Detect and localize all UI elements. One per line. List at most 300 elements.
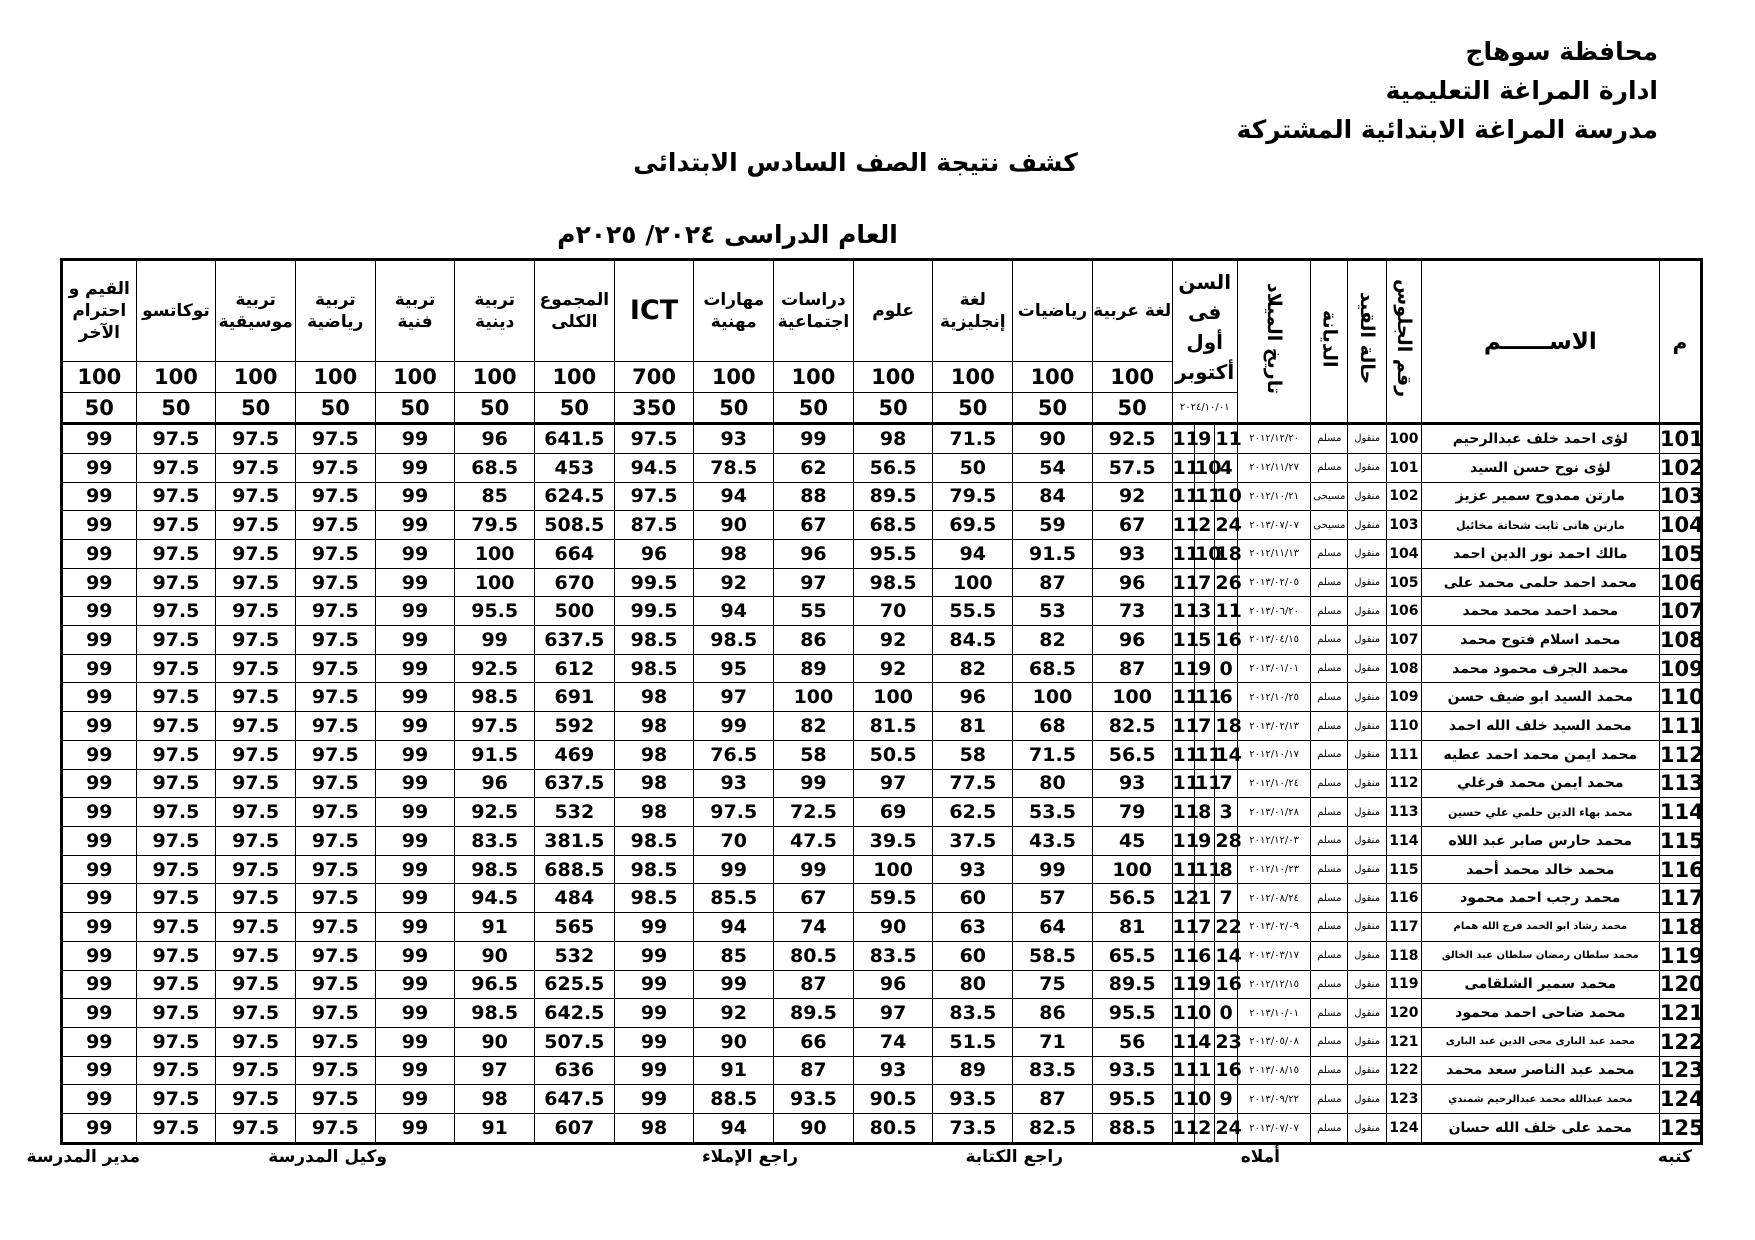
min-mark-cell: 50 <box>216 393 296 424</box>
religion-cell: مسلم <box>1311 798 1348 827</box>
col-age: السن فى أول أكتوبر <box>1172 260 1237 393</box>
grade-cell-age_d: 24 <box>1215 511 1237 540</box>
grade-cell-age_m: 7 <box>1194 712 1214 741</box>
col-ict: ICT <box>614 260 694 362</box>
grade-cell-tokatsu: 97.5 <box>136 482 216 511</box>
min-mark-cell: 50 <box>853 393 933 424</box>
birth-date-cell: ٢٠١٢/١٢/١٥ <box>1237 970 1311 999</box>
grade-cell-relig: 96 <box>455 769 535 798</box>
footer-dictated-by: أملاه <box>1240 1147 1280 1167</box>
grade-cell-skills: 92 <box>694 999 774 1028</box>
grade-cell-tokatsu: 97.5 <box>136 826 216 855</box>
grade-cell-tokatsu: 97.5 <box>136 539 216 568</box>
student-name-cell: محمد اسلام فتوح محمد <box>1421 626 1659 655</box>
status-cell: منقول <box>1348 999 1387 1028</box>
grade-cell-ict: 94.5 <box>614 453 694 482</box>
grade-cell-english: 51.5 <box>933 1027 1013 1056</box>
grade-cell-age_m: 11 <box>1194 855 1214 884</box>
grade-cell-age_m: 9 <box>1194 424 1214 454</box>
grade-cell-age_m: 3 <box>1194 597 1214 626</box>
grade-cell-english: 84.5 <box>933 626 1013 655</box>
grade-cell-science: 98 <box>853 424 933 454</box>
grade-cell-ict: 99 <box>614 941 694 970</box>
grade-cell-english: 58 <box>933 740 1013 769</box>
grade-cell-science: 74 <box>853 1027 933 1056</box>
seat-no-cell: 100 <box>1387 424 1422 454</box>
seq-cell: 107 <box>1659 597 1701 626</box>
grade-cell-total: 624.5 <box>535 482 615 511</box>
student-row <box>62 1114 1702 1144</box>
grade-cell-relig: 91 <box>455 1114 535 1144</box>
grade-cell-sports: 97.5 <box>295 970 375 999</box>
student-name-cell: محمد عبدالله محمد عبدالرحيم شمندي <box>1421 1085 1659 1114</box>
seat-no-cell: 117 <box>1387 913 1422 942</box>
birth-date-cell: ٢٠١٣/٠٧/٠٧ <box>1237 511 1311 540</box>
grade-cell-age_m: 2 <box>1194 511 1214 540</box>
seat-no-cell: 106 <box>1387 597 1422 626</box>
grade-cell-art: 99 <box>375 712 455 741</box>
seq-cell: 102 <box>1659 453 1701 482</box>
student-row <box>62 999 1702 1028</box>
seq-cell: 115 <box>1659 826 1701 855</box>
grade-cell-age_y: 11 <box>1172 913 1194 942</box>
grade-cell-values: 99 <box>62 1085 137 1114</box>
grade-cell-relig: 97.5 <box>455 712 535 741</box>
birth-date-cell: ٢٠١٢/١٢/٢٠ <box>1237 424 1311 454</box>
grade-cell-science: 70 <box>853 597 933 626</box>
col-tokatsu: توكاتسو <box>136 260 216 362</box>
birth-date-cell: ٢٠١٣/٠٢/٠٥ <box>1237 568 1311 597</box>
student-name-cell: محمد رجب احمد محمود <box>1421 884 1659 913</box>
grade-cell-skills: 98 <box>694 539 774 568</box>
birth-date-cell: ٢٠١٢/١١/٢٧ <box>1237 453 1311 482</box>
birth-date-cell: ٢٠١٣/٠١/٢٨ <box>1237 798 1311 827</box>
grade-cell-age_d: 3 <box>1215 798 1237 827</box>
status-cell: منقول <box>1348 424 1387 454</box>
col-science: علوم <box>853 260 933 362</box>
grade-cell-math: 68.5 <box>1013 654 1093 683</box>
grade-cell-sports: 97.5 <box>295 798 375 827</box>
seq-cell: 117 <box>1659 884 1701 913</box>
seq-cell: 114 <box>1659 798 1701 827</box>
grade-cell-math: 71.5 <box>1013 740 1093 769</box>
grade-cell-values: 99 <box>62 941 137 970</box>
grade-cell-age_y: 11 <box>1172 1027 1194 1056</box>
student-row <box>62 769 1702 798</box>
status-cell: منقول <box>1348 941 1387 970</box>
grade-cell-music: 97.5 <box>216 1085 296 1114</box>
religion-cell: مسلم <box>1311 999 1348 1028</box>
birth-date-cell: ٢٠١٣/١٠/٠١ <box>1237 999 1311 1028</box>
seat-no-cell: 119 <box>1387 970 1422 999</box>
grade-cell-english: 63 <box>933 913 1013 942</box>
religion-cell: مسلم <box>1311 1114 1348 1144</box>
grade-cell-tokatsu: 97.5 <box>136 1114 216 1144</box>
student-name-cell: محمد الجرف محمود محمد <box>1421 654 1659 683</box>
grade-cell-age_m: 10 <box>1194 453 1214 482</box>
seat-no-cell: 116 <box>1387 884 1422 913</box>
grade-cell-age_y: 11 <box>1172 769 1194 798</box>
grade-cell-arabic: 67 <box>1092 511 1172 540</box>
grade-cell-skills: 93 <box>694 769 774 798</box>
grade-cell-values: 99 <box>62 1056 137 1085</box>
grade-cell-ict: 97.5 <box>614 482 694 511</box>
grade-cell-age_d: 28 <box>1215 826 1237 855</box>
grade-cell-age_m: 11 <box>1194 683 1214 712</box>
grade-cell-total: 532 <box>535 941 615 970</box>
grade-cell-science: 100 <box>853 855 933 884</box>
status-cell: منقول <box>1348 1027 1387 1056</box>
grade-cell-arabic: 92.5 <box>1092 424 1172 454</box>
grade-cell-english: 93.5 <box>933 1085 1013 1114</box>
grade-cell-social: 67 <box>774 884 854 913</box>
religion-cell: مسلم <box>1311 654 1348 683</box>
student-name-cell: محمد رشاد ابو الحمد فرج الله همام <box>1421 913 1659 942</box>
seat-no-cell: 108 <box>1387 654 1422 683</box>
grade-cell-relig: 97 <box>455 1056 535 1085</box>
grade-cell-values: 99 <box>62 884 137 913</box>
status-cell: منقول <box>1348 1085 1387 1114</box>
status-cell: منقول <box>1348 970 1387 999</box>
grade-cell-science: 100 <box>853 683 933 712</box>
grade-cell-relig: 92.5 <box>455 798 535 827</box>
student-row <box>62 453 1702 482</box>
grade-cell-age_d: 24 <box>1215 1114 1237 1144</box>
seat-no-cell: 115 <box>1387 855 1422 884</box>
grade-cell-arabic: 56.5 <box>1092 740 1172 769</box>
grade-cell-art: 99 <box>375 568 455 597</box>
religion-cell: مسلم <box>1311 941 1348 970</box>
grade-cell-values: 99 <box>62 970 137 999</box>
grade-cell-age_y: 11 <box>1172 424 1194 454</box>
grade-cell-social: 100 <box>774 683 854 712</box>
grade-cell-english: 93 <box>933 855 1013 884</box>
grade-cell-music: 97.5 <box>216 884 296 913</box>
grade-cell-skills: 93 <box>694 424 774 454</box>
grade-cell-english: 79.5 <box>933 482 1013 511</box>
birth-date-cell: ٢٠١٣/٠٣/١٧ <box>1237 941 1311 970</box>
header-row <box>62 260 1702 362</box>
grade-cell-age_y: 11 <box>1172 1085 1194 1114</box>
grade-cell-math: 87 <box>1013 1085 1093 1114</box>
seq-cell: 123 <box>1659 1056 1701 1085</box>
grade-cell-english: 71.5 <box>933 424 1013 454</box>
grade-cell-age_d: 26 <box>1215 568 1237 597</box>
seq-cell: 112 <box>1659 740 1701 769</box>
grade-cell-sports: 97.5 <box>295 1056 375 1085</box>
religion-cell: مسلم <box>1311 1056 1348 1085</box>
grade-cell-skills: 90 <box>694 511 774 540</box>
seq-cell: 119 <box>1659 941 1701 970</box>
grade-cell-age_d: 16 <box>1215 626 1237 655</box>
grade-cell-arabic: 81 <box>1092 913 1172 942</box>
grade-cell-skills: 85.5 <box>694 884 774 913</box>
grade-cell-tokatsu: 97.5 <box>136 654 216 683</box>
grade-cell-arabic: 93 <box>1092 769 1172 798</box>
grade-cell-arabic: 56.5 <box>1092 884 1172 913</box>
grade-cell-arabic: 95.5 <box>1092 999 1172 1028</box>
religion-cell: مسلم <box>1311 712 1348 741</box>
grade-cell-math: 58.5 <box>1013 941 1093 970</box>
grade-cell-art: 99 <box>375 482 455 511</box>
grade-cell-tokatsu: 97.5 <box>136 769 216 798</box>
status-cell: منقول <box>1348 1056 1387 1085</box>
grade-cell-english: 89 <box>933 1056 1013 1085</box>
seat-no-cell: 120 <box>1387 999 1422 1028</box>
student-row <box>62 597 1702 626</box>
religion-cell: مسلم <box>1311 884 1348 913</box>
student-row <box>62 511 1702 540</box>
max-mark-cell: 100 <box>295 362 375 393</box>
seq-cell: 124 <box>1659 1085 1701 1114</box>
grade-cell-age_m: 4 <box>1194 1027 1214 1056</box>
grade-cell-sports: 97.5 <box>295 999 375 1028</box>
grade-cell-total: 612 <box>535 654 615 683</box>
grade-cell-art: 99 <box>375 626 455 655</box>
grade-cell-age_y: 11 <box>1172 511 1194 540</box>
grade-cell-social: 87 <box>774 970 854 999</box>
academic-year: العام الدراسى ٢٠٢٤/ ٢٠٢٥م <box>557 220 898 249</box>
seat-no-cell: 114 <box>1387 826 1422 855</box>
grade-cell-sports: 97.5 <box>295 712 375 741</box>
grade-cell-age_y: 11 <box>1172 568 1194 597</box>
grade-cell-relig: 99 <box>455 626 535 655</box>
student-row <box>62 798 1702 827</box>
student-name-cell: محمد ايمن محمد احمد عطيه <box>1421 740 1659 769</box>
grade-cell-total: 625.5 <box>535 970 615 999</box>
grade-cell-art: 99 <box>375 424 455 454</box>
grade-cell-age_y: 11 <box>1172 654 1194 683</box>
grade-cell-age_y: 11 <box>1172 539 1194 568</box>
religion-cell: مسيحى <box>1311 511 1348 540</box>
administration-label: ادارة المراغة التعليمية <box>1385 76 1658 105</box>
grade-cell-ict: 99 <box>614 999 694 1028</box>
grade-cell-social: 87 <box>774 1056 854 1085</box>
seat-no-cell: 109 <box>1387 683 1422 712</box>
grade-cell-age_d: 18 <box>1215 712 1237 741</box>
grade-cell-english: 80 <box>933 970 1013 999</box>
grade-cell-skills: 88.5 <box>694 1085 774 1114</box>
grade-cell-sports: 97.5 <box>295 597 375 626</box>
student-name-cell: محمد ضاحى احمد محمود <box>1421 999 1659 1028</box>
grade-cell-sports: 97.5 <box>295 941 375 970</box>
grade-cell-social: 47.5 <box>774 826 854 855</box>
birth-date-cell: ٢٠١٢/١٠/٢١ <box>1237 482 1311 511</box>
grade-cell-music: 97.5 <box>216 453 296 482</box>
religion-cell: مسلم <box>1311 826 1348 855</box>
seat-no-cell: 121 <box>1387 1027 1422 1056</box>
grade-cell-tokatsu: 97.5 <box>136 683 216 712</box>
grade-cell-tokatsu: 97.5 <box>136 855 216 884</box>
school-label: مدرسة المراغة الابتدائية المشتركة <box>1236 115 1658 144</box>
seat-no-cell: 111 <box>1387 740 1422 769</box>
grade-cell-sports: 97.5 <box>295 769 375 798</box>
grade-cell-science: 83.5 <box>853 941 933 970</box>
grade-cell-skills: 97 <box>694 683 774 712</box>
grade-cell-art: 99 <box>375 740 455 769</box>
seat-no-cell: 104 <box>1387 539 1422 568</box>
grade-cell-skills: 85 <box>694 941 774 970</box>
religion-cell: مسلم <box>1311 683 1348 712</box>
seat-no-cell: 110 <box>1387 712 1422 741</box>
student-name-cell: محمد سلطان رمضان سلطان عبد الخالق <box>1421 941 1659 970</box>
grade-cell-relig: 94.5 <box>455 884 535 913</box>
max-mark-cell: 100 <box>853 362 933 393</box>
grade-cell-arabic: 93 <box>1092 539 1172 568</box>
grade-cell-music: 97.5 <box>216 482 296 511</box>
grade-cell-social: 80.5 <box>774 941 854 970</box>
grade-cell-values: 99 <box>62 626 137 655</box>
col-math: رياضيات <box>1013 260 1093 362</box>
grade-cell-age_y: 11 <box>1172 1114 1194 1144</box>
grade-cell-tokatsu: 97.5 <box>136 1056 216 1085</box>
grade-cell-ict: 99 <box>614 1085 694 1114</box>
grade-cell-age_y: 11 <box>1172 1056 1194 1085</box>
max-mark-cell: 100 <box>375 362 455 393</box>
grade-cell-sports: 97.5 <box>295 568 375 597</box>
grade-cell-age_m: 7 <box>1194 913 1214 942</box>
grade-cell-tokatsu: 97.5 <box>136 568 216 597</box>
grade-cell-social: 88 <box>774 482 854 511</box>
grade-cell-music: 97.5 <box>216 1056 296 1085</box>
grade-cell-math: 57 <box>1013 884 1093 913</box>
seat-no-cell: 113 <box>1387 798 1422 827</box>
birth-date-cell: ٢٠١٣/٠٢/٠٩ <box>1237 913 1311 942</box>
grade-cell-skills: 94 <box>694 913 774 942</box>
grade-cell-arabic: 56 <box>1092 1027 1172 1056</box>
religion-cell: مسلم <box>1311 1027 1348 1056</box>
grade-cell-sports: 97.5 <box>295 424 375 454</box>
grade-cell-art: 99 <box>375 913 455 942</box>
grade-cell-sports: 97.5 <box>295 884 375 913</box>
grade-cell-social: 99 <box>774 769 854 798</box>
seq-cell: 122 <box>1659 1027 1701 1056</box>
status-cell: منقول <box>1348 568 1387 597</box>
grade-cell-sports: 97.5 <box>295 913 375 942</box>
birth-date-cell: ٢٠١٣/٠٨/١٥ <box>1237 1056 1311 1085</box>
grade-cell-age_m: 1 <box>1194 884 1214 913</box>
grade-cell-ict: 99.5 <box>614 568 694 597</box>
grade-cell-age_y: 11 <box>1172 626 1194 655</box>
student-row <box>62 884 1702 913</box>
grade-cell-ict: 98 <box>614 798 694 827</box>
student-row <box>62 482 1702 511</box>
status-cell: منقول <box>1348 482 1387 511</box>
grade-cell-music: 97.5 <box>216 511 296 540</box>
birth-date-cell: ٢٠١٢/٠٨/٢٤ <box>1237 884 1311 913</box>
grade-cell-age_d: 22 <box>1215 913 1237 942</box>
grade-cell-age_d: 7 <box>1215 884 1237 913</box>
grade-cell-ict: 99.5 <box>614 597 694 626</box>
grade-cell-skills: 92 <box>694 568 774 597</box>
grade-cell-age_y: 11 <box>1172 597 1194 626</box>
grade-cell-relig: 95.5 <box>455 597 535 626</box>
birth-date-cell: ٢٠١٢/١٢/٠٣ <box>1237 826 1311 855</box>
student-name-cell: محمد بهاء الدين حلمي علي حسين <box>1421 798 1659 827</box>
min-mark-cell: 50 <box>136 393 216 424</box>
min-mark-cell: 50 <box>535 393 615 424</box>
grade-cell-arabic: 95.5 <box>1092 1085 1172 1114</box>
grade-cell-age_d: 0 <box>1215 654 1237 683</box>
grade-cell-age_d: 14 <box>1215 740 1237 769</box>
grade-cell-age_d: 9 <box>1215 1085 1237 1114</box>
grade-cell-ict: 98 <box>614 683 694 712</box>
grade-cell-total: 642.5 <box>535 999 615 1028</box>
grade-cell-social: 67 <box>774 511 854 540</box>
grade-cell-arabic: 87 <box>1092 654 1172 683</box>
student-row <box>62 654 1702 683</box>
student-row <box>62 970 1702 999</box>
grade-cell-sports: 97.5 <box>295 539 375 568</box>
grade-cell-math: 53 <box>1013 597 1093 626</box>
grade-cell-skills: 91 <box>694 1056 774 1085</box>
col-religious-ed: تربية دينية <box>455 260 535 362</box>
status-cell: منقول <box>1348 683 1387 712</box>
student-row <box>62 424 1702 454</box>
grade-cell-age_m: 0 <box>1194 999 1214 1028</box>
grade-cell-skills: 76.5 <box>694 740 774 769</box>
grade-cell-english: 50 <box>933 453 1013 482</box>
grade-cell-age_d: 18 <box>1215 539 1237 568</box>
grade-cell-social: 58 <box>774 740 854 769</box>
grade-cell-science: 81.5 <box>853 712 933 741</box>
seat-no-cell: 105 <box>1387 568 1422 597</box>
student-name-cell: لؤى نوح حسن السيد <box>1421 453 1659 482</box>
status-cell: منقول <box>1348 826 1387 855</box>
max-mark-cell: 100 <box>1092 362 1172 393</box>
grade-cell-skills: 99 <box>694 855 774 884</box>
min-mark-cell: 50 <box>694 393 774 424</box>
grade-cell-age_m: 9 <box>1194 826 1214 855</box>
grade-cell-relig: 91.5 <box>455 740 535 769</box>
grade-cell-relig: 98.5 <box>455 683 535 712</box>
grade-cell-art: 99 <box>375 654 455 683</box>
religion-cell: مسلم <box>1311 568 1348 597</box>
grade-cell-ict: 98.5 <box>614 884 694 913</box>
grade-cell-age_m: 9 <box>1194 654 1214 683</box>
grade-cell-age_m: 9 <box>1194 970 1214 999</box>
grade-cell-skills: 90 <box>694 1027 774 1056</box>
religion-cell: مسلم <box>1311 597 1348 626</box>
student-name-cell: محمد السيد خلف الله احمد <box>1421 712 1659 741</box>
grade-cell-tokatsu: 97.5 <box>136 712 216 741</box>
status-cell: منقول <box>1348 1114 1387 1144</box>
grade-cell-total: 565 <box>535 913 615 942</box>
grade-cell-total: 592 <box>535 712 615 741</box>
grade-cell-social: 97 <box>774 568 854 597</box>
student-name-cell: محمد سمير الشلقامى <box>1421 970 1659 999</box>
grade-cell-science: 90.5 <box>853 1085 933 1114</box>
grade-cell-tokatsu: 97.5 <box>136 626 216 655</box>
max-mark-cell: 700 <box>614 362 694 393</box>
seq-cell: 111 <box>1659 712 1701 741</box>
grade-cell-sports: 97.5 <box>295 654 375 683</box>
grade-cell-arabic: 89.5 <box>1092 970 1172 999</box>
grade-cell-relig: 96 <box>455 424 535 454</box>
grade-cell-english: 60 <box>933 884 1013 913</box>
grade-cell-english: 77.5 <box>933 769 1013 798</box>
grade-cell-relig: 79.5 <box>455 511 535 540</box>
grade-cell-age_y: 11 <box>1172 855 1194 884</box>
student-row <box>62 626 1702 655</box>
grade-cell-tokatsu: 97.5 <box>136 913 216 942</box>
grade-cell-arabic: 79 <box>1092 798 1172 827</box>
seq-cell: 118 <box>1659 913 1701 942</box>
col-music: تربية موسيقية <box>216 260 296 362</box>
grade-cell-values: 99 <box>62 769 137 798</box>
max-mark-cell: 100 <box>933 362 1013 393</box>
grade-cell-tokatsu: 97.5 <box>136 970 216 999</box>
